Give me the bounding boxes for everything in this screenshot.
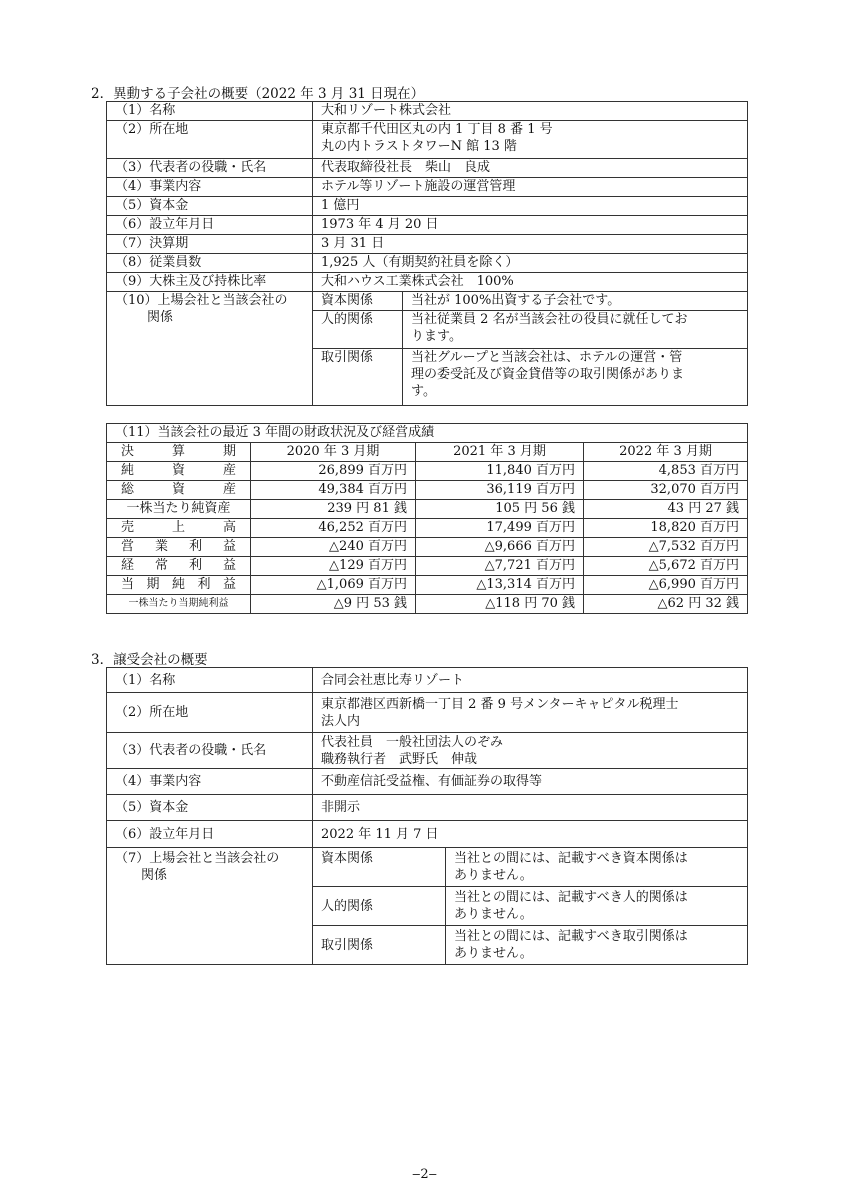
metric-label: 純資産	[107, 462, 251, 481]
metric-value: △6,990 百万円	[584, 576, 748, 595]
year-header: 2022 年 3 月期	[584, 443, 748, 462]
metric-value: △5,672 百万円	[584, 557, 748, 576]
row-label: （8）従業員数	[107, 254, 313, 273]
relation-text-line: 当社グループと当該会社は、ホテルの運営・管	[411, 350, 683, 365]
acquirer-overview-table	[106, 667, 748, 965]
row-label: （9）大株主及び持株比率	[107, 273, 313, 292]
capital: 非開示	[313, 795, 748, 821]
relation-label-line-2: 関係	[141, 868, 168, 883]
row-label: （5）資本金	[107, 795, 313, 821]
metric-value: 49,384 百万円	[251, 481, 416, 500]
address-line-2: 丸の内トラストタワーN 館 13 階	[321, 139, 517, 154]
relation-text-line: ありません。	[454, 946, 533, 961]
representative	[313, 733, 748, 769]
relation-text	[446, 887, 748, 926]
row-label: （4）事業内容	[107, 178, 313, 197]
relation-label-line-1: （7）上場会社と当該会社の	[115, 851, 280, 866]
relation-text-line: ります。	[411, 329, 462, 344]
fiscal-period: 3 月 31 日	[313, 235, 748, 254]
metric-value: △118 円 70 銭	[416, 595, 584, 614]
metric-label: 一株当たり純資産	[107, 500, 251, 519]
metric-value: △13,314 百万円	[416, 576, 584, 595]
relation-text	[403, 349, 748, 406]
relation-label-line-1: （10）上場会社と当該会社の	[115, 293, 288, 308]
shareholders: 大和ハウス工業株式会社 100%	[313, 273, 748, 292]
row-label: （6）設立年月日	[107, 821, 313, 848]
relation-text-line: 当社との間には、記載すべき人的関係は	[454, 890, 688, 905]
metric-value: 11,840 百万円	[416, 462, 584, 481]
metric-label: 総資産	[107, 481, 251, 500]
row-label: （2）所在地	[107, 121, 313, 159]
row-label: （1）名称	[107, 668, 313, 693]
row-label: （3）代表者の役職・氏名	[107, 159, 313, 178]
metric-label: 当期純利益	[107, 576, 251, 595]
row-label: （2）所在地	[107, 693, 313, 733]
relation-type: 取引関係	[313, 349, 403, 406]
row-label: （1）名称	[107, 102, 313, 121]
metric-value: △240 百万円	[251, 538, 416, 557]
employees: 1,925 人（有期契約社員を除く）	[313, 254, 748, 273]
representative-line-1: 代表社員 一般社団法人のぞみ	[321, 734, 504, 750]
relation-text	[446, 848, 748, 887]
metric-value: 105 円 56 銭	[416, 500, 584, 519]
year-header: 2020 年 3 月期	[251, 443, 416, 462]
address-line-1: 東京都千代田区丸の内 1 丁目 8 番 1 号	[321, 122, 553, 137]
relation-type: 資本関係	[313, 292, 403, 311]
metric-value: △1,069 百万円	[251, 576, 416, 595]
row-label: （3）代表者の役職・氏名	[107, 733, 313, 769]
relation-text	[446, 926, 748, 965]
relation-text	[403, 311, 748, 349]
relation-text-line: 当社従業員 2 名が当該会社の役員に就任してお	[411, 312, 688, 327]
relation-text-line: ありません。	[454, 868, 533, 883]
established: 2022 年 11 月 7 日	[313, 821, 748, 848]
metric-value: 46,252 百万円	[251, 519, 416, 538]
metric-value: 26,899 百万円	[251, 462, 416, 481]
financial-title: （11）当該会社の最近 3 年間の財政状況及び経営成績	[107, 424, 748, 443]
relation-label	[107, 292, 313, 406]
fiscal-label: 決算期	[107, 443, 251, 462]
year-header: 2021 年 3 月期	[416, 443, 584, 462]
metric-value: 239 円 81 銭	[251, 500, 416, 519]
relation-text-line: す。	[411, 384, 436, 399]
established: 1973 年 4 月 20 日	[313, 216, 748, 235]
address-line-1: 東京都港区西新橋一丁目 2 番 9 号メンターキャピタル税理士	[321, 696, 679, 712]
metric-label: 営業利益	[107, 538, 251, 557]
relation-text-line: 当社との間には、記載すべき資本関係は	[454, 851, 688, 866]
row-label: （4）事業内容	[107, 769, 313, 795]
metric-value: 18,820 百万円	[584, 519, 748, 538]
metric-label: 一株当たり当期純利益	[107, 595, 251, 614]
representative-line-2: 職務執行者 武野氏 伸哉	[321, 751, 478, 767]
metric-value: 32,070 百万円	[584, 481, 748, 500]
subsidiary-overview-table	[106, 101, 748, 406]
metric-value: 43 円 27 銭	[584, 500, 748, 519]
section-2-title: 2．異動する子会社の概要（2022 年 3 月 31 日現在）	[91, 86, 425, 102]
metric-label: 経常利益	[107, 557, 251, 576]
relation-text: 当社が 100%出資する子会社です。	[403, 292, 748, 311]
relation-type: 人的関係	[313, 311, 403, 349]
metric-value: △9,666 百万円	[416, 538, 584, 557]
business: 不動産信託受益権、有価証券の取得等	[313, 769, 748, 795]
relation-type: 取引関係	[313, 926, 446, 965]
relation-text-line: 当社との間には、記載すべき取引関係は	[454, 929, 688, 944]
row-label: （6）設立年月日	[107, 216, 313, 235]
metric-value: 36,119 百万円	[416, 481, 584, 500]
metric-value: △129 百万円	[251, 557, 416, 576]
address	[313, 693, 748, 733]
company-name: 合同会社恵比寿リゾート	[313, 668, 748, 693]
metric-value: 17,499 百万円	[416, 519, 584, 538]
relation-text-line: 理の委受託及び資金貸借等の取引関係がありま	[411, 367, 685, 382]
relation-type: 人的関係	[313, 887, 446, 926]
relation-label	[107, 848, 313, 965]
page-number: ‒2‒	[412, 1167, 437, 1182]
relation-text-line: ありません。	[454, 907, 533, 922]
capital: 1 億円	[313, 197, 748, 216]
financial-table	[106, 423, 748, 614]
metric-value: △9 円 53 銭	[251, 595, 416, 614]
metric-value: △7,532 百万円	[584, 538, 748, 557]
row-label: （7）決算期	[107, 235, 313, 254]
section-3-title: 3．譲受会社の概要	[91, 652, 208, 668]
company-name: 大和リゾート株式会社	[313, 102, 748, 121]
row-label: （5）資本金	[107, 197, 313, 216]
relation-label-line-2: 関係	[147, 310, 174, 325]
metric-label: 売上高	[107, 519, 251, 538]
metric-value: △62 円 32 銭	[584, 595, 748, 614]
relation-type: 資本関係	[313, 848, 446, 887]
metric-value: 4,853 百万円	[584, 462, 748, 481]
address-line-2: 法人内	[321, 713, 361, 729]
address	[313, 121, 748, 159]
representative: 代表取締役社長 柴山 良成	[313, 159, 748, 178]
business: ホテル等リゾート施設の運営管理	[313, 178, 748, 197]
metric-value: △7,721 百万円	[416, 557, 584, 576]
